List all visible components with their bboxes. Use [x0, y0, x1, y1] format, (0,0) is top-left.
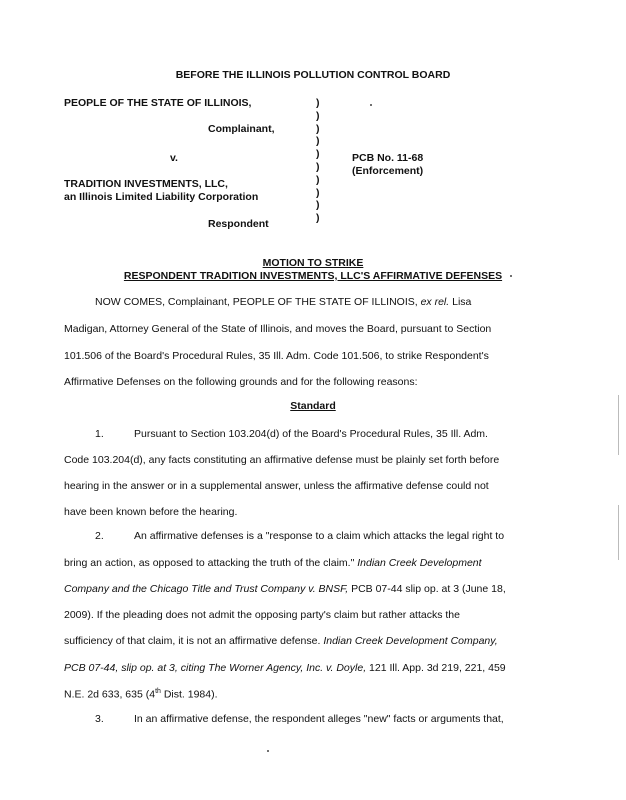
paren: ) — [316, 160, 320, 173]
para2-line: 2009). If the pleading does not admit the opposing party's claim but rather attacks the — [64, 609, 460, 621]
para2-text: bring an action, as opposed to attacking the truth of the claim." — [64, 557, 355, 569]
intro-line: Affirmative Defenses on the following grounds and for the following reasons: — [64, 376, 418, 388]
motion-subtitle: RESPONDENT TRADITION INVESTMENTS, LLC'S AFFIRMATIVE DEFENSES — [123, 270, 503, 282]
party1-role: Complainant, — [208, 123, 275, 135]
para1-line: Pursuant to Section 103.204(d) of the Board's Procedural Rules, 35 Ill. Adm. — [134, 428, 488, 440]
case-type: (Enforcement) — [352, 165, 424, 177]
case-citation: Indian Creek Development Company, — [323, 635, 498, 647]
para2-line — [64, 662, 514, 674]
scan-speck — [267, 750, 269, 752]
paren: ) — [316, 97, 320, 109]
intro-text: Lisa — [452, 296, 472, 308]
versus: v. — [170, 152, 178, 164]
party1-name: PEOPLE OF THE STATE OF ILLINOIS, — [64, 97, 252, 109]
intro-line: 101.506 of the Board's Procedural Rules, 35 Ill. Adm. Code 101.506, to strike Respondent's — [64, 350, 489, 362]
para2-line — [64, 635, 514, 647]
para2-line — [64, 583, 514, 595]
paren: ) — [316, 109, 320, 122]
para2-text: 121 Ill. App. 3d 219, 221, 459 — [369, 662, 506, 674]
paragraph-number: 3. — [95, 713, 104, 725]
party2-name: TRADITION INVESTMENTS, LLC, — [64, 178, 228, 190]
paren: ) — [316, 122, 320, 135]
ordinal-suffix: th — [155, 688, 161, 695]
board-title: BEFORE THE ILLINOIS POLLUTION CONTROL BOARD — [175, 69, 451, 81]
intro-text: NOW COMES, Complainant, PEOPLE OF THE STATE OF ILLINOIS, — [95, 296, 418, 308]
para2-text: N.E. 2d 633, 635 (4 — [64, 688, 156, 701]
caption-parentheses — [316, 97, 320, 225]
paren: ) — [316, 135, 320, 148]
intro-line: Madigan, Attorney General of the State of Illinois, and moves the Board, pursuant to Section — [64, 323, 492, 335]
intro-line — [95, 296, 545, 308]
para2-text: sufficiency of that claim, it is not an affirmative defense. — [64, 635, 321, 647]
para2-line — [64, 557, 514, 569]
case-citation: Indian Creek Development — [357, 557, 482, 569]
para2-line — [64, 688, 514, 701]
party2-description: an Illinois Limited Liability Corporation — [64, 191, 259, 203]
case-number: PCB No. 11-68 — [352, 152, 424, 164]
paren: ) — [316, 148, 320, 161]
para3-line: In an affirmative defense, the respondent alleges "new" facts or arguments that, — [134, 713, 504, 725]
paragraph-number: 1. — [95, 428, 104, 440]
motion-title: MOTION TO STRIKE — [262, 257, 364, 269]
para2-text: Dist. 1984). — [163, 688, 218, 701]
paragraph-number: 2. — [95, 530, 104, 542]
paren: ) — [316, 199, 320, 212]
scan-edge-line — [618, 505, 619, 560]
paren: ) — [316, 186, 320, 199]
para2-line: An affirmative defenses is a "response to a claim which attacks the legal right to — [134, 530, 505, 542]
paren: ) — [316, 212, 320, 225]
case-citation: PCB 07-44, slip op. at 3, citing The Worner Agency, Inc. v. Doyle, — [64, 662, 367, 674]
party2-role: Respondent — [208, 218, 269, 230]
case-citation: Company and the Chicago Title and Trust Company v. BNSF, — [64, 583, 349, 595]
para1-line: have been known before the hearing. — [64, 506, 238, 518]
intro-ex-rel: ex rel. — [420, 296, 450, 308]
para1-line: Code 103.204(d), any facts constituting an affirmative defense must be plainly set forth before — [64, 454, 500, 466]
para2-text: PCB 07-44 slip op. at 3 (June 18, — [351, 583, 506, 595]
section-heading: Standard — [290, 400, 336, 412]
scan-speck — [370, 104, 372, 106]
paren: ) — [316, 173, 320, 186]
para1-line: hearing in the answer or in a supplemental answer, unless the affirmative defense could not — [64, 480, 489, 492]
